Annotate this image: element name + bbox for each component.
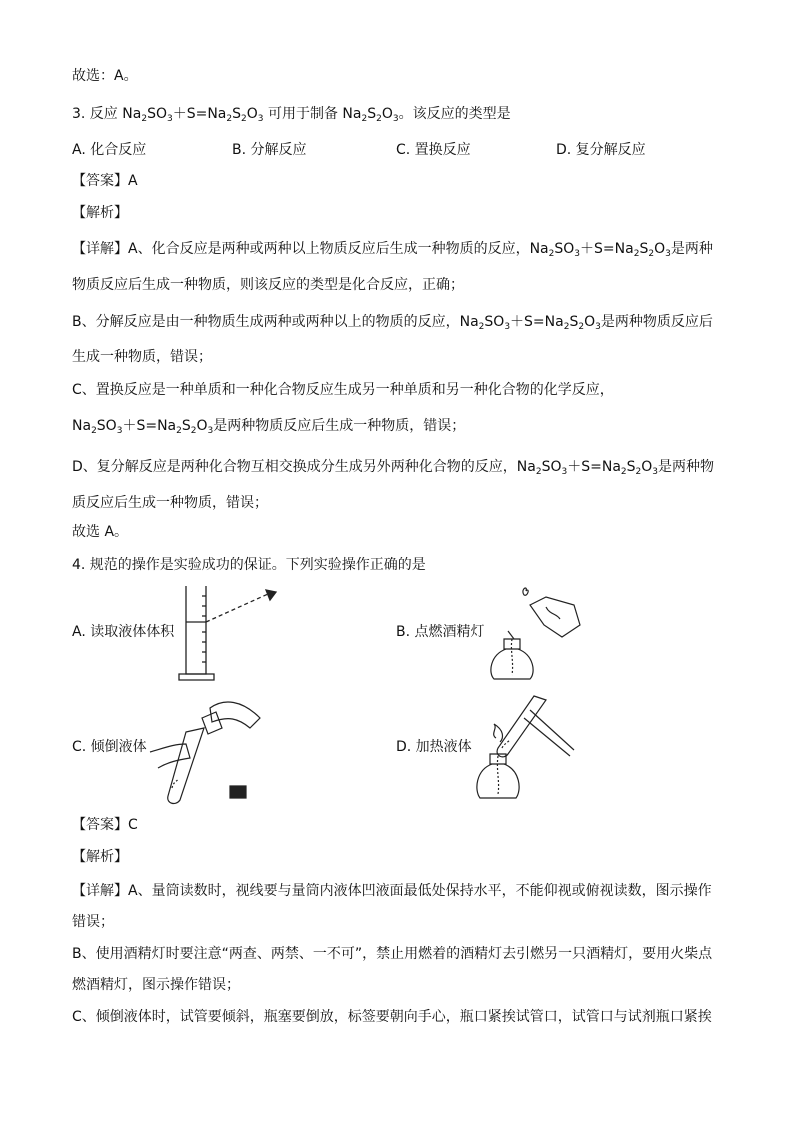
detail-4-a-cont: 错误； bbox=[72, 914, 114, 930]
detail-c: C、置换反应是一种单质和一种化合物反应生成另一种单质和另一种化合物的化学反应， bbox=[72, 382, 614, 398]
detail-d-cont: 质反应后生成一种物质，错误； bbox=[72, 495, 268, 511]
q3-option-d: D. 复分解反应 bbox=[556, 142, 646, 158]
equation: $Na_2SO_3+S=Na_2S_2O_3$ bbox=[72, 418, 214, 436]
q4-option-d: D. 加热液体 bbox=[396, 739, 472, 755]
answer-3: 【答案】A bbox=[72, 173, 138, 189]
detail-4-b: B、使用酒精灯时要注意“两查、两禁、一不可”，禁止用燃着的酒精灯去引燃另一只酒精灯，要用火柴点 bbox=[72, 946, 713, 962]
detail-4-b-cont: 燃酒精灯，图示操作错误； bbox=[72, 977, 240, 993]
analysis-4-heading: 【解析】 bbox=[72, 849, 128, 865]
product-formula: $Na_2S_2O_3$ bbox=[342, 106, 399, 124]
pouring-liquid-figure bbox=[150, 688, 268, 806]
detail-b-cont: 生成一种物质，错误； bbox=[72, 349, 212, 365]
detail-4-c: C、倾倒液体时，试管要倾斜，瓶塞要倒放，标签要朝向手心，瓶口紧挨试管口，试管口与试剂瓶口紧挨 bbox=[72, 1009, 712, 1025]
heating-liquid-figure bbox=[474, 690, 584, 808]
conclusion-line: 故选：A。 bbox=[72, 68, 138, 84]
conclusion-3: 故选 A。 bbox=[72, 524, 129, 540]
q4-option-b: B. 点燃酒精灯 bbox=[396, 624, 485, 640]
detail-b: B、分解反应是由一种物质生成两种或两种以上的物质的反应，$Na_2SO_3+S=Na_2S_2O_3$是两种物质反应后 bbox=[72, 314, 713, 332]
question-4: 4. 规范的操作是实验成功的保证。下列实验操作正确的是 bbox=[72, 557, 426, 573]
equation: $Na_2SO_3+S=Na_2S_2O_3$ bbox=[516, 459, 659, 477]
analysis-3-heading: 【解析】 bbox=[72, 205, 128, 221]
alcohol-lamp-lighting-figure bbox=[484, 585, 589, 685]
q4-option-a: A. 读取液体体积 bbox=[72, 624, 175, 640]
question-3: 3. 反应 $Na_2SO_3+S=Na_2S_2O_3$ 可用于制备 $Na_2S_2O_3$。该反应的类型是 bbox=[72, 106, 511, 124]
detail-a: 【详解】A、化合反应是两种或两种以上物质反应后生成一种物质的反应，$Na_2SO_3+S=Na_2S_2O_3$是两种 bbox=[72, 241, 713, 259]
answer-4: 【答案】C bbox=[72, 817, 138, 833]
graduated-cylinder-figure bbox=[176, 582, 286, 684]
detail-d: D、复分解反应是两种化合物互相交换成分生成另外两种化合物的反应，$Na_2SO_3+S=Na_2S_2O_3$是两种物 bbox=[72, 459, 715, 477]
detail-c-cont: $Na_2SO_3+S=Na_2S_2O_3$是两种物质反应后生成一种物质，错误； bbox=[72, 418, 466, 436]
q3-option-c: C. 置换反应 bbox=[396, 142, 471, 158]
equation: $Na_2SO_3+S=Na_2S_2O_3$ bbox=[459, 314, 601, 332]
q3-option-a: A. 化合反应 bbox=[72, 142, 147, 158]
detail-4-a: 【详解】A、量筒读数时，视线要与量筒内液体凹液面最低处保持水平，不能仰视或俯视读数，图示操作 bbox=[72, 883, 712, 899]
q3-option-b: B. 分解反应 bbox=[232, 142, 307, 158]
detail-a-cont: 物质反应后生成一种物质，则该反应的类型是化合反应，正确； bbox=[72, 277, 464, 293]
q4-option-c: C. 倾倒液体 bbox=[72, 739, 147, 755]
reaction-equation: $Na_2SO_3+S=Na_2S_2O_3$ bbox=[122, 106, 264, 124]
equation: $Na_2SO_3+S=Na_2S_2O_3$ bbox=[529, 241, 671, 259]
